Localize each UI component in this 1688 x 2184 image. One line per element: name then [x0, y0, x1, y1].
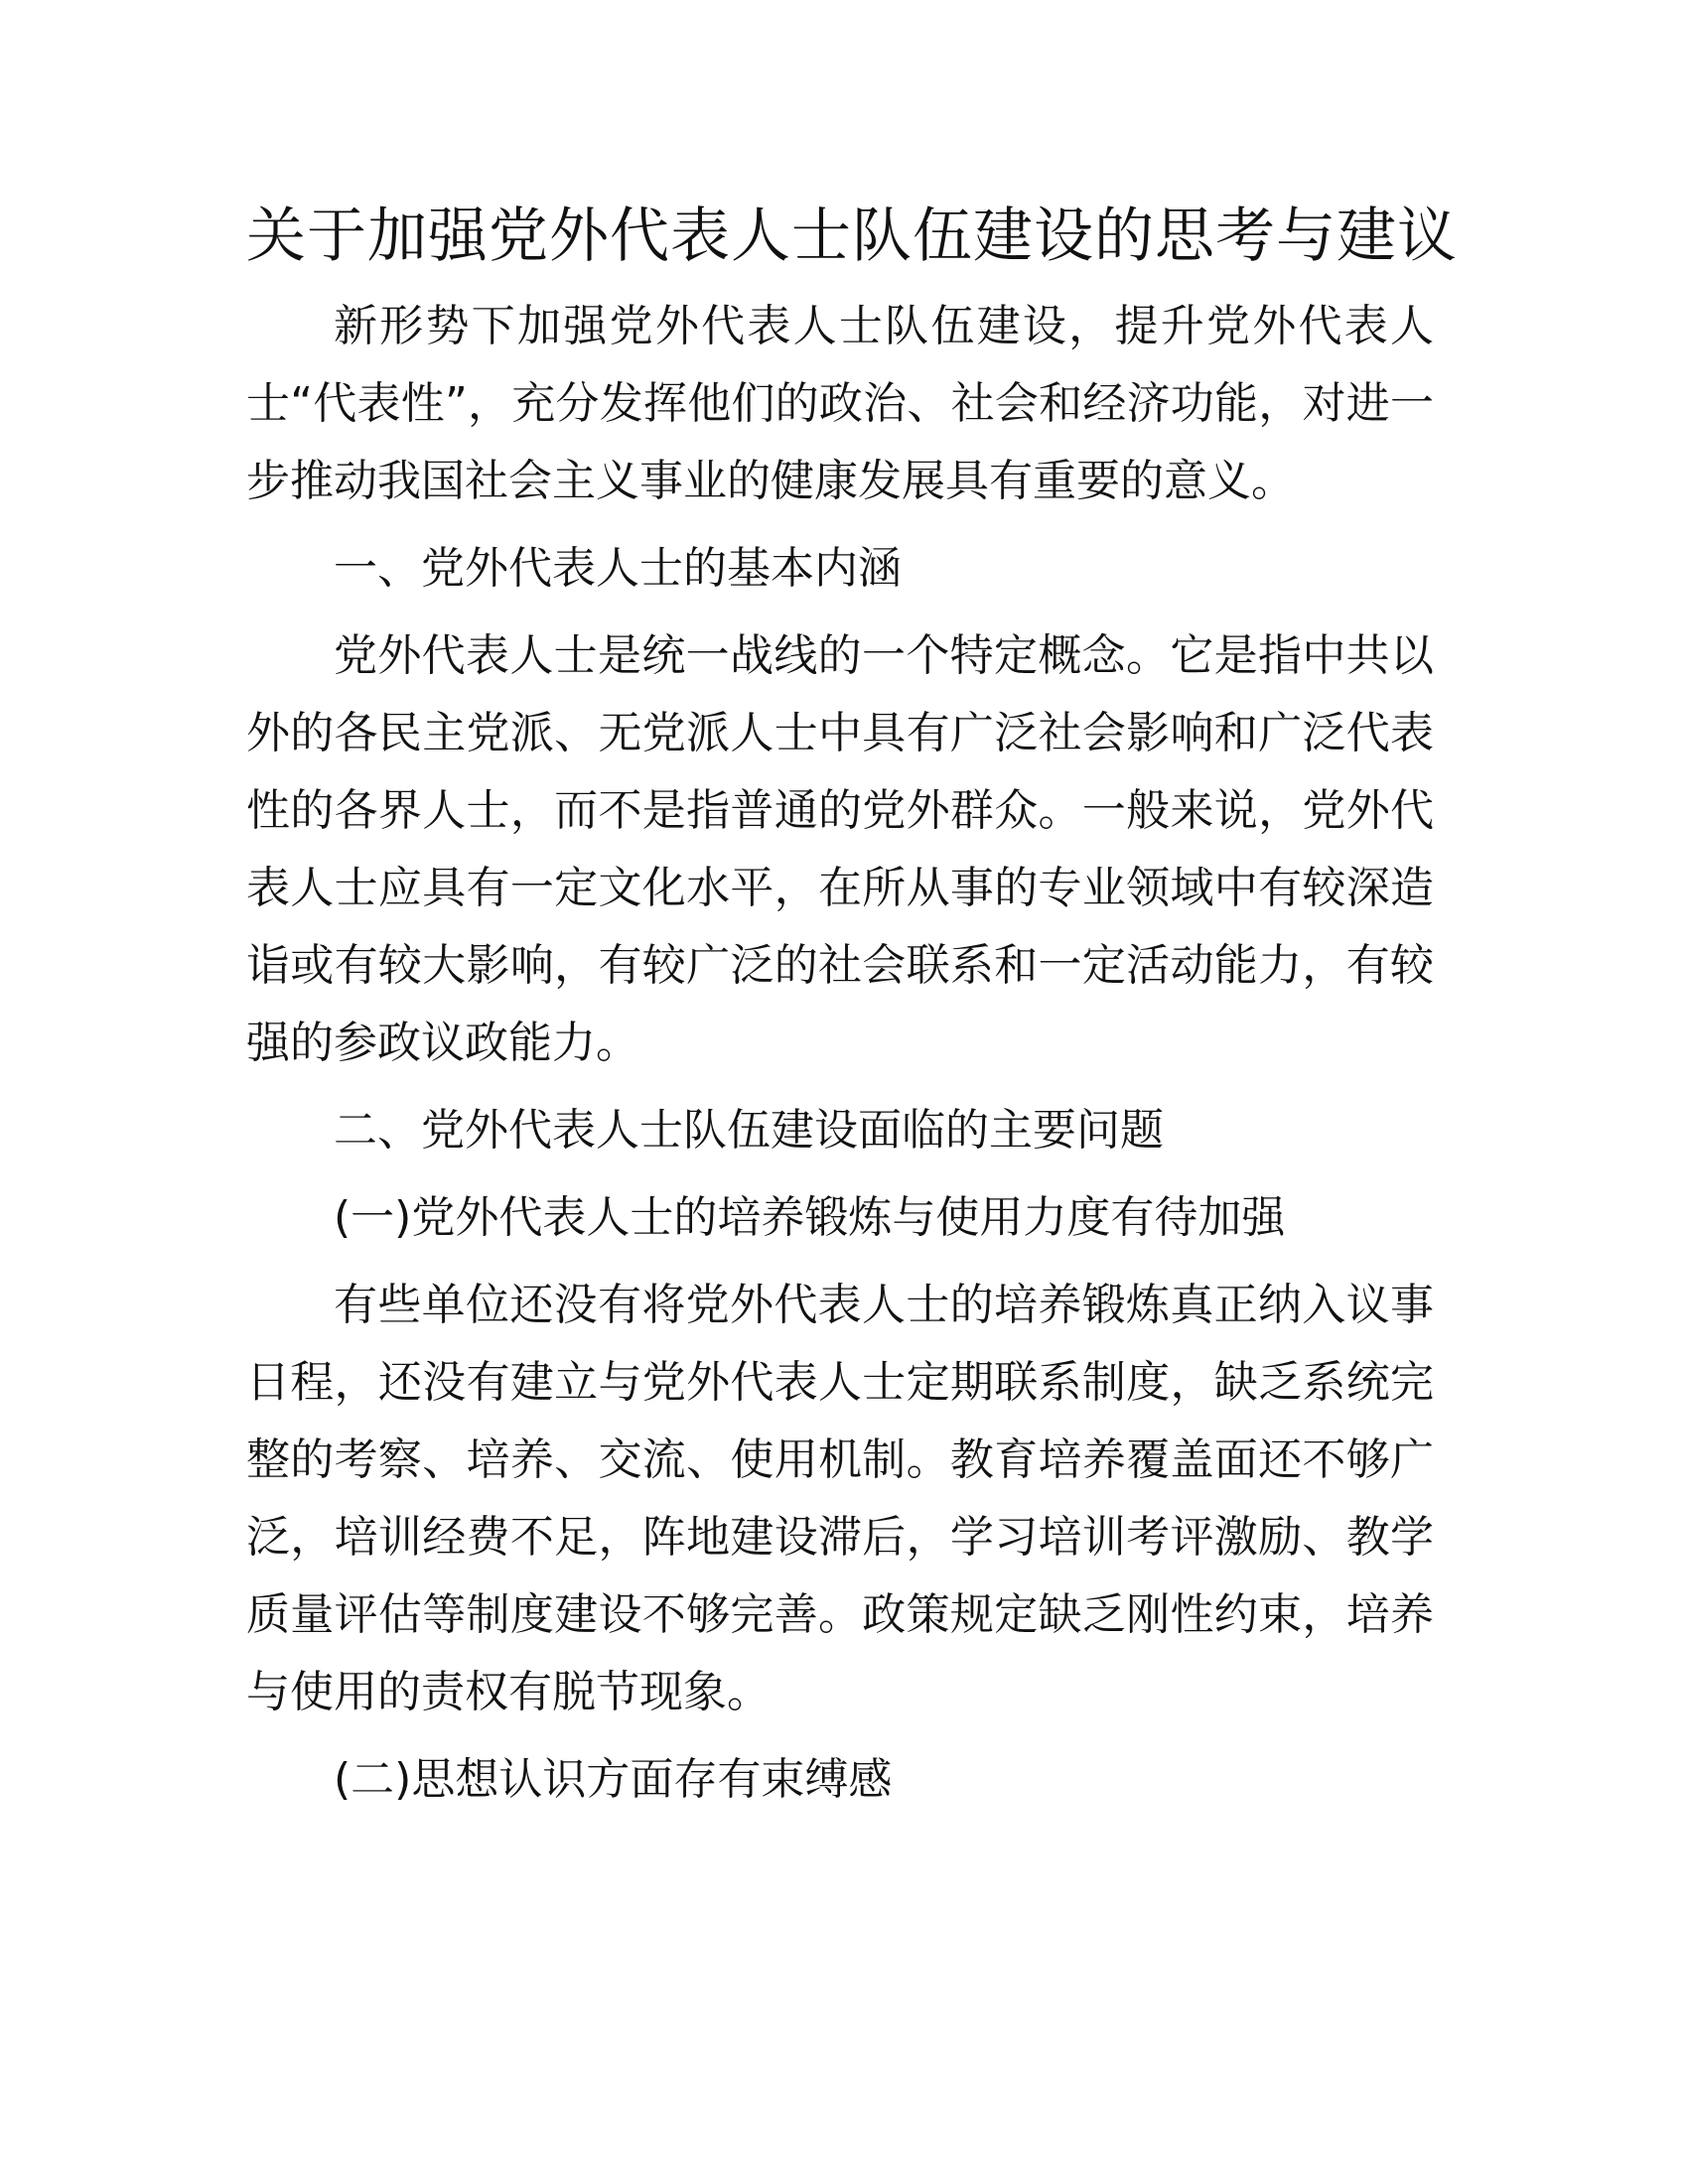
section-1-heading: 一、党外代表人士的基本内涵 — [334, 543, 902, 594]
document-title: 关于加强党外代表人士队伍建设的思考与建议 — [246, 202, 1458, 271]
section-2-heading: 二、党外代表人士队伍建设面临的主要问题 — [334, 1105, 1164, 1156]
subsection-2-heading: (二)思想认识方面存有束缚感 — [334, 1754, 893, 1805]
subsection-1-body: 有些单位还没有将党外代表人士的培养锻炼真正纳入议事日程，还没有建立与党外代表人士定期联系制度，缺乏系统完整的考察、培养、交流、使用机制。教育培养覆盖面还不够广泛，培训经费不足，阵地建设滞后，学习培训考评激励、教学质量评估等制度建设不够完善。政策规定缺乏刚性约束，培养与使用的责权有脱节现象。 — [246, 1280, 1434, 1717]
subsection-1-heading: (一)党外代表人士的培养锻炼与使用力度有待加强 — [334, 1192, 1286, 1243]
section-1-body: 党外代表人士是统一战线的一个特定概念。它是指中共以外的各民主党派、无党派人士中具有广泛社会影响和广泛代表性的各界人士，而不是指普通的党外群众。一般来说，党外代表人士应具有一定文化水平，在所从事的专业领域中有较深造诣或有较大影响，有较广泛的社会联系和一定活动能力，有较强的参政议政能力。 — [246, 630, 1434, 1068]
document-content — [246, 195, 1458, 1819]
intro-paragraph: 新形势下加强党外代表人士队伍建设，提升党外代表人士“代表性”，充分发挥他们的政治、社会和经济功能，对进一步推动我国社会主义事业的健康发展具有重要的意义。 — [246, 301, 1434, 506]
